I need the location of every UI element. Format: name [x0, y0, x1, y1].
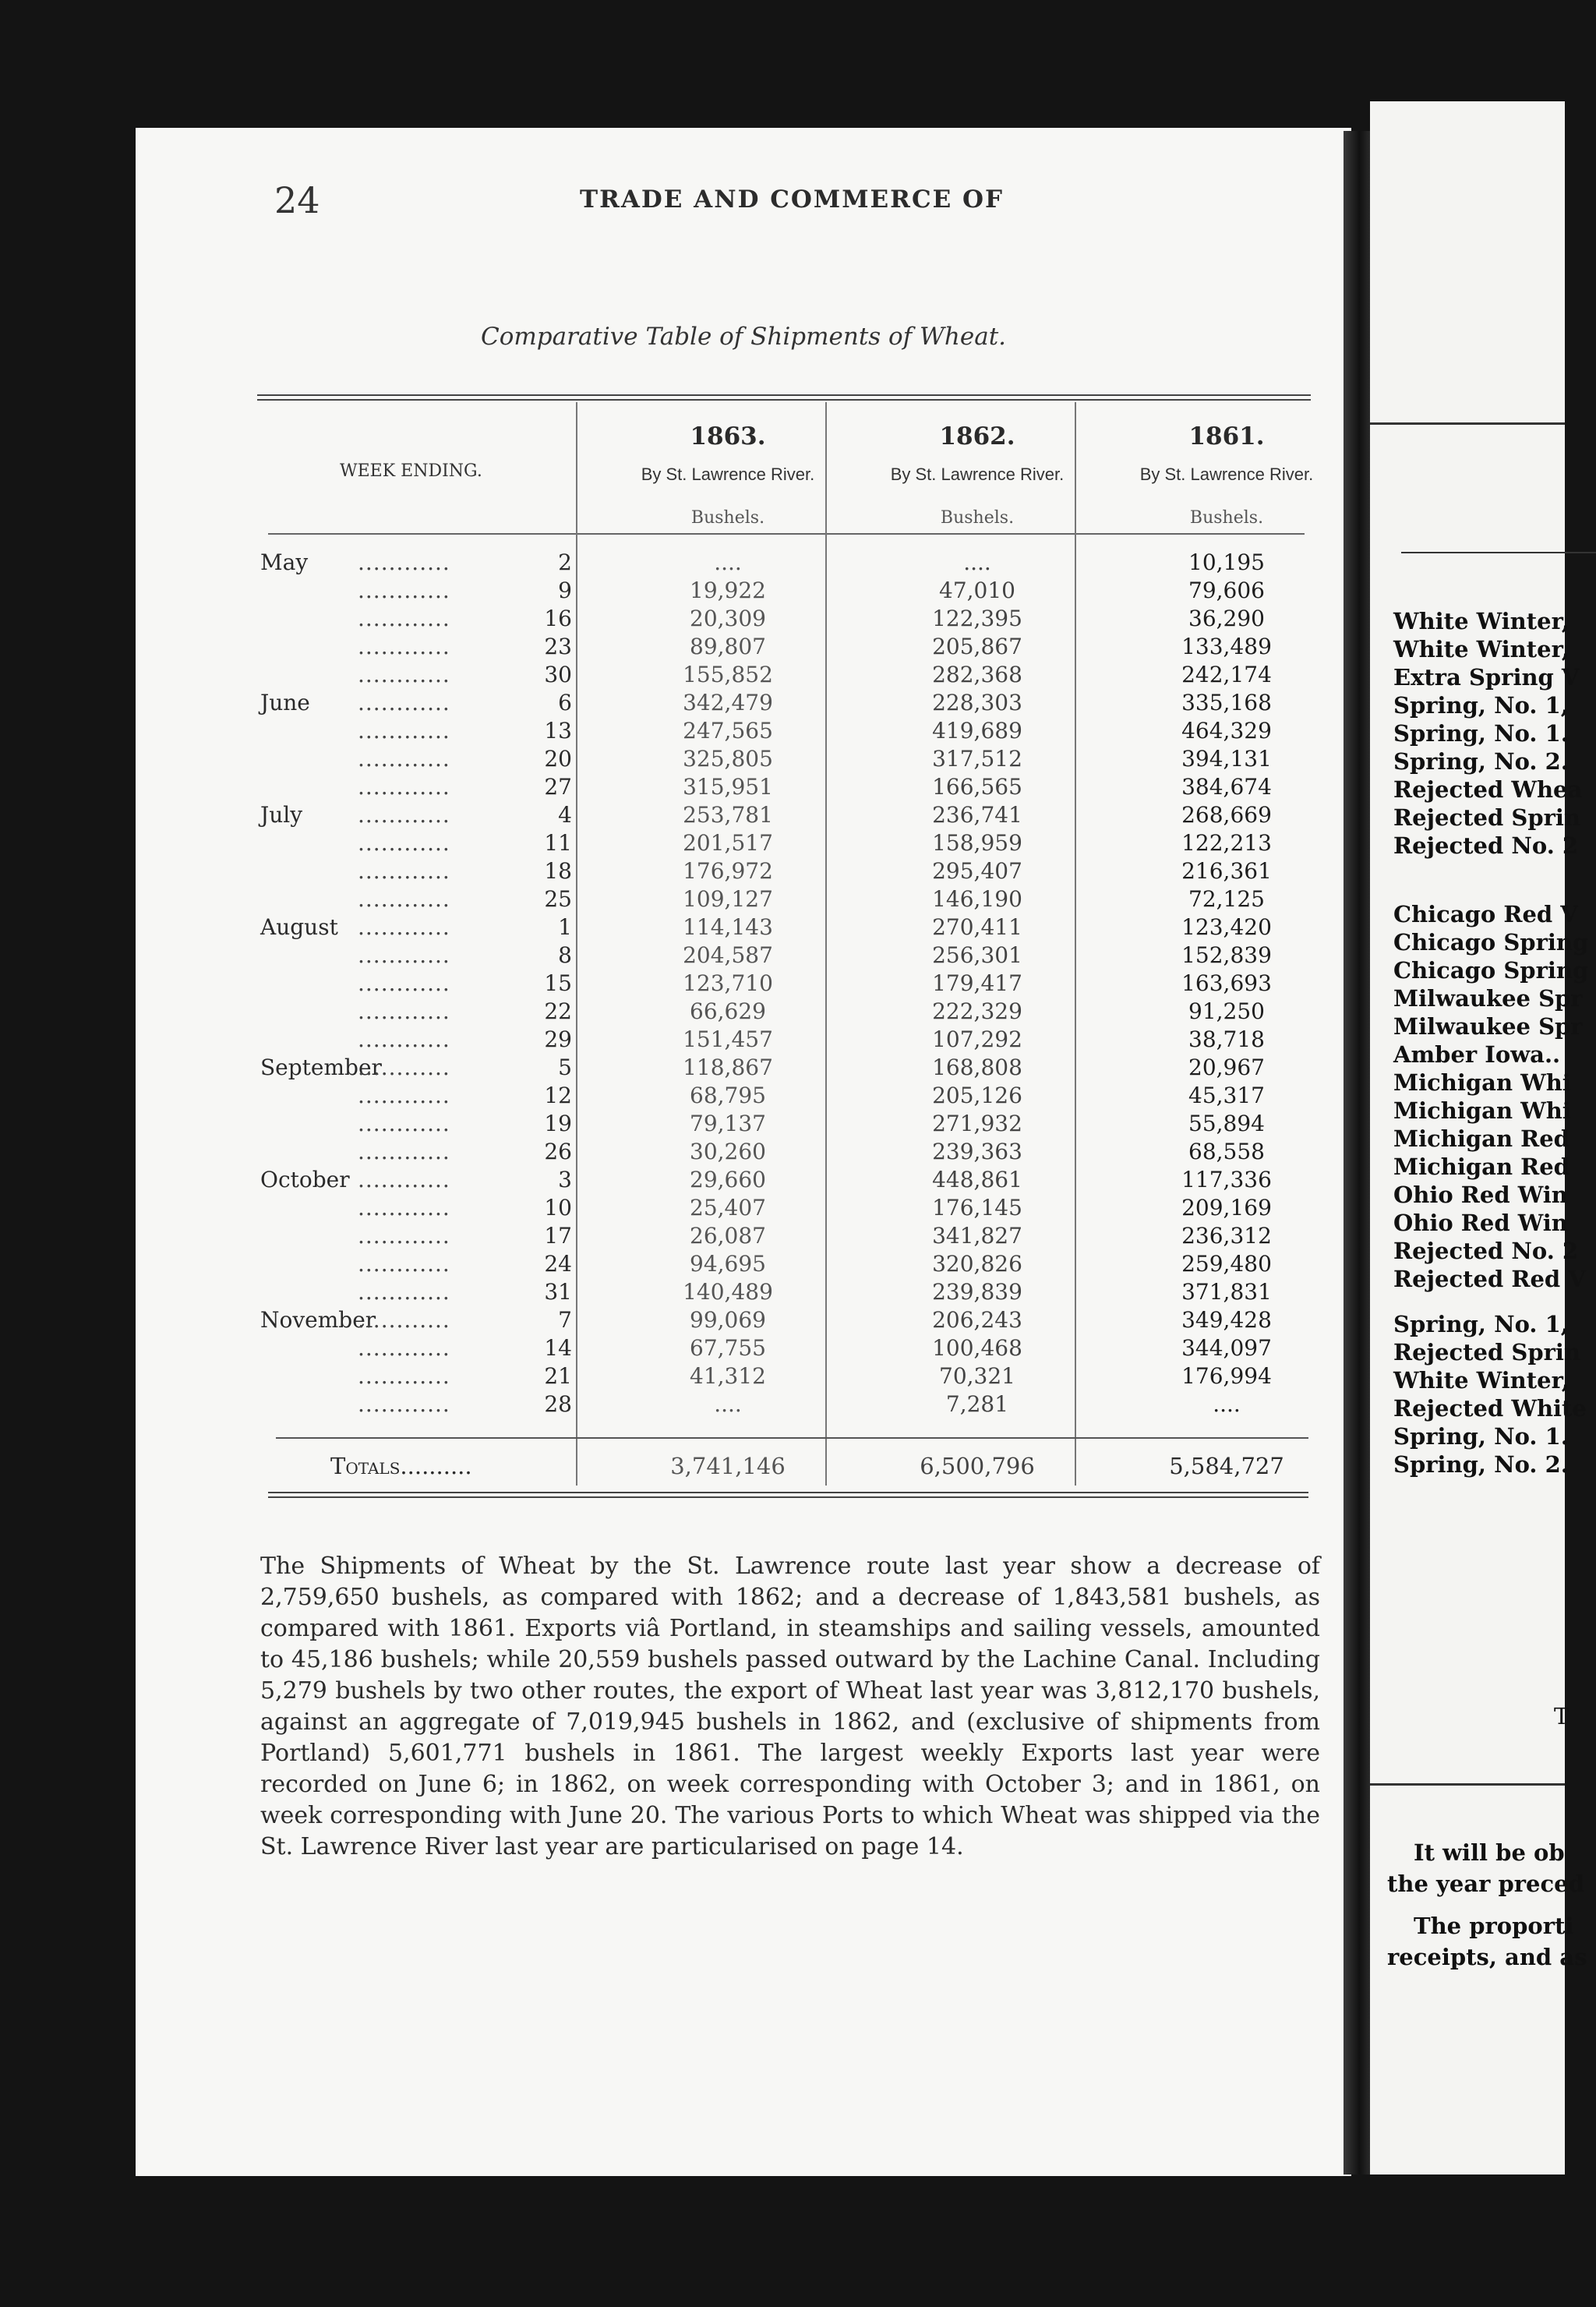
value-1861: 38,718 — [1188, 1026, 1265, 1052]
day-number: 13 — [544, 718, 572, 744]
day-number: 31 — [544, 1279, 572, 1305]
leader-dots: ............ — [358, 746, 450, 772]
value-1861: 371,831 — [1181, 1279, 1272, 1305]
value-1862: 295,407 — [932, 858, 1022, 884]
adjacent-item: Spring, No. 1. — [1393, 1423, 1569, 1450]
value-1863: 19,922 — [690, 578, 766, 603]
table-row — [136, 1194, 1351, 1222]
value-1863: 342,479 — [683, 690, 773, 715]
adjacent-item: White Winter, — [1393, 636, 1570, 662]
value-1862: 256,301 — [932, 942, 1022, 968]
day-number: 10 — [544, 1195, 572, 1221]
value-1861: 344,097 — [1181, 1335, 1272, 1361]
table-row — [136, 1026, 1351, 1054]
table-row — [136, 689, 1351, 717]
leader-dots: ............ — [358, 549, 450, 575]
adjacent-item: Extra Spring V — [1393, 664, 1580, 691]
value-1862: 205,126 — [932, 1083, 1022, 1108]
value-1861: 133,489 — [1181, 634, 1272, 659]
table-row — [136, 998, 1351, 1026]
value-1861: 163,693 — [1181, 970, 1272, 996]
value-1863: 118,867 — [683, 1055, 773, 1080]
adjacent-item: Rejected White — [1393, 1395, 1587, 1422]
adjacent-item: Rejected Red V — [1393, 1266, 1586, 1292]
value-1861: 335,168 — [1181, 690, 1272, 715]
day-number: 4 — [558, 802, 572, 828]
value-1863: 140,489 — [683, 1279, 773, 1305]
value-1862: 239,839 — [932, 1279, 1022, 1305]
header-underline — [268, 533, 1305, 535]
day-number: 11 — [544, 830, 572, 856]
adjacent-item: Rejected Whea — [1393, 776, 1583, 803]
adjacent-item: Chicago Red V — [1393, 901, 1578, 927]
table-row — [136, 605, 1351, 633]
value-1861: 45,317 — [1188, 1083, 1265, 1108]
month-label: August — [260, 914, 338, 940]
value-1862: 239,363 — [932, 1139, 1022, 1164]
value-1863: 176,972 — [683, 858, 773, 884]
value-1862: 100,468 — [932, 1335, 1022, 1361]
adjacent-text-line: The proporti — [1414, 1913, 1574, 1939]
year-1861: 1861. — [1188, 422, 1265, 450]
value-1861: 123,420 — [1181, 914, 1272, 940]
day-number: 21 — [544, 1363, 572, 1389]
value-1863: 79,137 — [690, 1111, 766, 1136]
value-1862: 70,321 — [939, 1363, 1015, 1389]
value-1862: 419,689 — [932, 718, 1022, 744]
value-1863: 94,695 — [690, 1251, 766, 1277]
value-1862: 282,368 — [932, 662, 1022, 687]
adjacent-text-line: the year preced — [1387, 1871, 1584, 1897]
day-number: 5 — [558, 1055, 572, 1080]
value-1861: 68,558 — [1188, 1139, 1265, 1164]
adjacent-item: Spring, No. 1. — [1393, 720, 1569, 747]
table-row — [136, 577, 1351, 605]
value-1861: 216,361 — [1181, 858, 1272, 884]
day-number: 22 — [544, 998, 572, 1024]
table-bottom-rule-2 — [268, 1496, 1308, 1498]
value-1863: 26,087 — [690, 1223, 766, 1249]
day-number: 24 — [544, 1251, 572, 1277]
value-1862: .... — [963, 549, 991, 575]
value-1862: 107,292 — [932, 1026, 1022, 1052]
day-number: 17 — [544, 1223, 572, 1249]
table-top-rule-2 — [257, 399, 1311, 401]
value-1862: 228,303 — [932, 690, 1022, 715]
leader-dots: ............ — [358, 1335, 450, 1361]
month-label: September — [260, 1055, 382, 1080]
value-1863: 67,755 — [690, 1335, 766, 1361]
leader-dots: ............ — [358, 1279, 450, 1305]
day-number: 14 — [544, 1335, 572, 1361]
value-1861: 152,839 — [1181, 942, 1272, 968]
leader-dots: ............ — [358, 1223, 450, 1249]
table-row — [136, 885, 1351, 913]
total-1862: 6,500,796 — [920, 1453, 1035, 1479]
table-row — [136, 1278, 1351, 1306]
adjacent-text-line: receipts, and as — [1387, 1944, 1587, 1970]
value-1862: 7,281 — [945, 1391, 1009, 1417]
value-1861: 349,428 — [1181, 1307, 1272, 1333]
table-row — [136, 1082, 1351, 1110]
value-1861: 36,290 — [1188, 606, 1265, 631]
table-row — [136, 1222, 1351, 1250]
value-1863: 315,951 — [683, 774, 773, 800]
leader-dots: ............ — [358, 1055, 450, 1080]
book-spine — [1344, 131, 1370, 2175]
value-1861: 176,994 — [1181, 1363, 1272, 1389]
value-1863: 204,587 — [683, 942, 773, 968]
value-1863: 41,312 — [690, 1363, 766, 1389]
value-1861: .... — [1213, 1391, 1241, 1417]
table-row — [136, 1054, 1351, 1082]
leader-dots: ............ — [358, 858, 450, 884]
leader-dots: ............ — [358, 1111, 450, 1136]
value-1863: 20,309 — [690, 606, 766, 631]
leader-dots: ............ — [358, 998, 450, 1024]
day-number: 7 — [558, 1307, 572, 1333]
value-1862: 47,010 — [939, 578, 1015, 603]
leader-dots: ............ — [358, 774, 450, 800]
value-1861: 268,669 — [1181, 802, 1272, 828]
route-1861: By St. Lawrence River. — [1139, 465, 1314, 484]
adjacent-item: Michigan Whi — [1393, 1097, 1571, 1124]
table-row — [136, 1110, 1351, 1138]
value-1863: 114,143 — [683, 914, 773, 940]
table-bottom-rule — [268, 1492, 1308, 1493]
value-1861: 79,606 — [1188, 578, 1265, 603]
leader-dots: ............ — [358, 1139, 450, 1164]
leader-dots: ............ — [358, 1167, 450, 1192]
adjacent-text-line: It will be ob — [1414, 1839, 1565, 1866]
value-1862: 168,808 — [932, 1055, 1022, 1080]
table-top-rule — [257, 394, 1311, 396]
day-number: 18 — [544, 858, 572, 884]
adjacent-item: Spring, No. 2. — [1393, 1451, 1569, 1478]
running-head: TRADE AND COMMERCE OF — [580, 185, 1005, 214]
adjacent-item: Spring, No. 2. — [1393, 748, 1569, 775]
value-1861: 259,480 — [1181, 1251, 1272, 1277]
day-number: 25 — [544, 886, 572, 912]
value-1863: .... — [714, 549, 742, 575]
value-1863: 99,069 — [690, 1307, 766, 1333]
value-1862: 205,867 — [932, 634, 1022, 659]
value-1863: .... — [714, 1391, 742, 1417]
table-row — [136, 1166, 1351, 1194]
day-number: 29 — [544, 1026, 572, 1052]
table-row — [136, 633, 1351, 661]
day-number: 2 — [558, 549, 572, 575]
value-1863: 201,517 — [683, 830, 773, 856]
adjacent-page — [1370, 101, 1589, 2175]
leader-dots: ............ — [358, 718, 450, 744]
day-number: 20 — [544, 746, 572, 772]
month-label: October — [260, 1167, 350, 1192]
leader-dots: ............ — [358, 1307, 450, 1333]
month-label: June — [260, 690, 310, 715]
table-row — [136, 717, 1351, 745]
table-row — [136, 1250, 1351, 1278]
week-ending-header: WEEK ENDING. — [340, 461, 482, 481]
leader-dots: ............ — [358, 802, 450, 828]
table-row — [136, 1306, 1351, 1334]
table-row — [136, 913, 1351, 942]
value-1862: 236,741 — [932, 802, 1022, 828]
value-1863: 151,457 — [683, 1026, 773, 1052]
leader-dots: ............ — [358, 1083, 450, 1108]
value-1862: 206,243 — [932, 1307, 1022, 1333]
adjacent-rule-2 — [1401, 552, 1596, 553]
value-1862: 341,827 — [932, 1223, 1022, 1249]
value-1863: 29,660 — [690, 1167, 766, 1192]
leader-dots: ............ — [358, 1026, 450, 1052]
value-1862: 166,565 — [932, 774, 1022, 800]
value-1862: 320,826 — [932, 1251, 1022, 1277]
day-number: 9 — [558, 578, 572, 603]
table-caption: Comparative Table of Shipments of Wheat. — [480, 323, 1007, 351]
value-1861: 20,967 — [1188, 1055, 1265, 1080]
value-1863: 66,629 — [690, 998, 766, 1024]
table-row — [136, 829, 1351, 857]
adjacent-item: White Winter, — [1393, 1367, 1570, 1394]
table-row — [136, 773, 1351, 801]
leader-dots: ............ — [358, 970, 450, 996]
day-number: 8 — [558, 942, 572, 968]
value-1861: 384,674 — [1181, 774, 1272, 800]
adjacent-item: Michigan Whi — [1393, 1069, 1571, 1096]
book-page — [136, 128, 1351, 2176]
day-number: 27 — [544, 774, 572, 800]
value-1863: 89,807 — [690, 634, 766, 659]
leader-dots: ............ — [358, 942, 450, 968]
month-label: May — [260, 549, 309, 575]
leader-dots: ............ — [358, 1363, 450, 1389]
adjacent-item: White Winter, — [1393, 608, 1570, 634]
table-row — [136, 745, 1351, 773]
day-number: 19 — [544, 1111, 572, 1136]
body-paragraph: The Shipments of Wheat by the St. Lawrence route last year show a decrease of 2,759,650 bushels, as compared with 1862; and a decrease of 1,843,581 bushels, as compared with 1861. Exports viâ Portland, in steamships and sailing vessels, amounted to 45,186 bushels; while 20,559 bushels passed outward by the Lachine Canal. Including 5,279 bushels by two other routes, the export of Wheat last year was 3,812,170 bushels, against an aggregate of 7,019,945 bushels in 1862, and (exclusive of shipments from Portland) 5,601,771 bushels in 1861. The largest weekly Exports last year were recorded on June 6; in 1862, on week corresponding with October 3; and in 1861, on week corresponding with June 20. The various Ports to which Wheat was shipped via the St. Lawrence River last year are particularised on page 14. — [260, 1553, 1320, 1860]
value-1861: 72,125 — [1188, 886, 1265, 912]
value-1861: 242,174 — [1181, 662, 1272, 687]
route-1862: By St. Lawrence River. — [890, 465, 1065, 484]
value-1862: 158,959 — [932, 830, 1022, 856]
day-number: 3 — [558, 1167, 572, 1192]
adjacent-tail-letter: T — [1554, 1703, 1570, 1729]
adjacent-item: Rejected Sprin — [1393, 1339, 1580, 1365]
month-label: July — [260, 802, 303, 828]
totals-label: Totals.......... — [330, 1453, 472, 1479]
page-number: 24 — [274, 179, 320, 221]
leader-dots: ............ — [358, 578, 450, 603]
leader-dots: ............ — [358, 1251, 450, 1277]
total-1861: 5,584,727 — [1169, 1453, 1284, 1479]
adjacent-rule-1 — [1370, 422, 1565, 425]
adjacent-rule-3 — [1370, 1783, 1565, 1786]
table-row — [136, 1362, 1351, 1390]
year-1863: 1863. — [690, 422, 766, 450]
day-number: 12 — [544, 1083, 572, 1108]
table-row — [136, 1138, 1351, 1166]
leader-dots: ............ — [358, 1195, 450, 1221]
table-row — [136, 970, 1351, 998]
value-1863: 68,795 — [690, 1083, 766, 1108]
adjacent-item: Spring, No. 1, — [1393, 1311, 1569, 1337]
day-number: 28 — [544, 1391, 572, 1417]
leader-dots: ............ — [358, 830, 450, 856]
unit-1861: Bushels. — [1189, 508, 1264, 528]
adjacent-item: Amber Iowa.. — [1393, 1041, 1561, 1068]
adjacent-item: Milwaukee Spr — [1393, 985, 1583, 1012]
adjacent-item: Ohio Red Win — [1393, 1182, 1568, 1208]
unit-1863: Bushels. — [690, 508, 765, 528]
value-1863: 253,781 — [683, 802, 773, 828]
leader-dots: ............ — [358, 886, 450, 912]
month-label: November — [260, 1307, 376, 1333]
value-1861: 10,195 — [1188, 549, 1265, 575]
value-1863: 123,710 — [683, 970, 773, 996]
value-1863: 30,260 — [690, 1139, 766, 1164]
adjacent-item: Rejected No. 2 — [1393, 832, 1579, 859]
value-1862: 146,190 — [932, 886, 1022, 912]
value-1863: 325,805 — [683, 746, 773, 772]
value-1861: 91,250 — [1188, 998, 1265, 1024]
table-row — [136, 942, 1351, 970]
value-1861: 464,329 — [1181, 718, 1272, 744]
value-1862: 271,932 — [932, 1111, 1022, 1136]
route-1863: By St. Lawrence River. — [641, 465, 815, 484]
value-1863: 247,565 — [683, 718, 773, 744]
value-1861: 55,894 — [1188, 1111, 1265, 1136]
value-1863: 109,127 — [683, 886, 773, 912]
value-1862: 176,145 — [932, 1195, 1022, 1221]
value-1861: 209,169 — [1181, 1195, 1272, 1221]
value-1863: 25,407 — [690, 1195, 766, 1221]
year-1862: 1862. — [939, 422, 1015, 450]
adjacent-item: Michigan Red — [1393, 1125, 1570, 1152]
value-1862: 317,512 — [932, 746, 1022, 772]
value-1861: 394,131 — [1181, 746, 1272, 772]
day-number: 16 — [544, 606, 572, 631]
adjacent-item: Rejected Sprin — [1393, 804, 1580, 831]
total-1863: 3,741,146 — [670, 1453, 786, 1479]
adjacent-item: Michigan Red — [1393, 1154, 1570, 1180]
table-row — [136, 661, 1351, 689]
day-number: 15 — [544, 970, 572, 996]
value-1861: 236,312 — [1181, 1223, 1272, 1249]
adjacent-item: Rejected No. 2 — [1393, 1238, 1579, 1264]
leader-dots: ............ — [358, 634, 450, 659]
table-row — [136, 801, 1351, 829]
value-1861: 122,213 — [1181, 830, 1272, 856]
totals-rule — [276, 1437, 1308, 1439]
table-row — [136, 549, 1351, 577]
day-number: 26 — [544, 1139, 572, 1164]
day-number: 1 — [558, 914, 572, 940]
day-number: 30 — [544, 662, 572, 687]
value-1863: 155,852 — [683, 662, 773, 687]
value-1862: 222,329 — [932, 998, 1022, 1024]
value-1861: 117,336 — [1181, 1167, 1272, 1192]
leader-dots: ............ — [358, 662, 450, 687]
adjacent-item: Ohio Red Win — [1393, 1210, 1568, 1236]
adjacent-item: Spring, No. 1, — [1393, 692, 1569, 719]
table-row — [136, 1334, 1351, 1362]
table-row — [136, 1390, 1351, 1418]
leader-dots: ............ — [358, 606, 450, 631]
leader-dots: ............ — [358, 1391, 450, 1417]
table-row — [136, 857, 1351, 885]
adjacent-item: Chicago Spring — [1393, 957, 1589, 984]
leader-dots: ............ — [358, 914, 450, 940]
day-number: 6 — [558, 690, 572, 715]
day-number: 23 — [544, 634, 572, 659]
value-1862: 179,417 — [932, 970, 1022, 996]
adjacent-item: Chicago Spring — [1393, 929, 1589, 956]
value-1862: 448,861 — [932, 1167, 1022, 1192]
value-1862: 122,395 — [932, 606, 1022, 631]
adjacent-item: Milwaukee Spr — [1393, 1013, 1583, 1040]
leader-dots: ............ — [358, 690, 450, 715]
value-1862: 270,411 — [932, 914, 1022, 940]
unit-1862: Bushels. — [940, 508, 1015, 528]
